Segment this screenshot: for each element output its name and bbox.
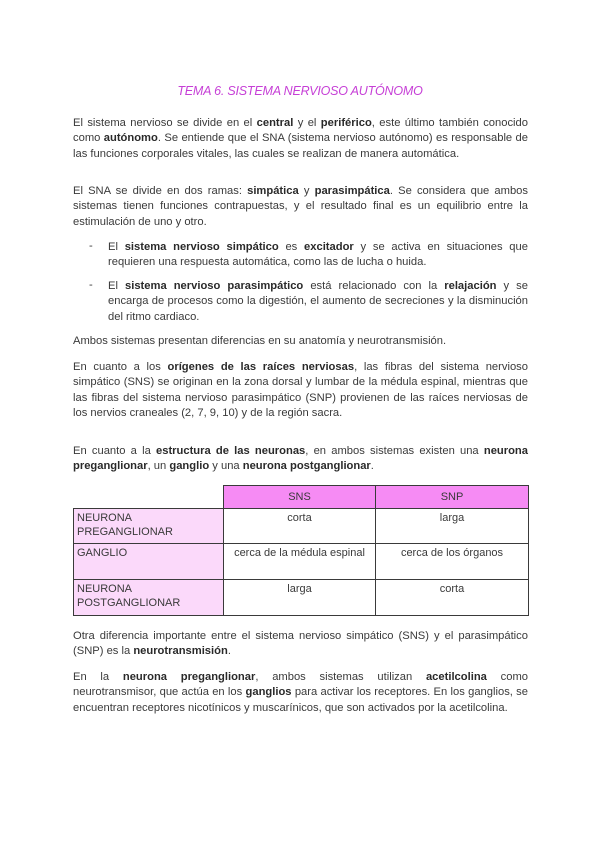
table-row-label: GANGLIO [74,544,224,580]
table-header-row [74,486,529,509]
table-cell-sns: cerca de la médula espinal [224,544,376,580]
table-row-label: NEURONA POSTGANGLIONAR [74,580,224,616]
paragraph-acetylcholine: En la neurona preganglionar, ambos sistemas utilizan acetilcolina como neurotransmisor, que actúa en los ganglios para activar los receptores. En los ganglios, se encuentran receptores nicotínicos y muscarínicos, que son activados por la acetilcolina. [73,671,528,714]
table-row-label: NEURONA PREGANGLIONAR [74,509,224,544]
table-cell-snp: corta [376,580,529,616]
bullet-item-parasympathetic: El sistema nervioso parasimpático está relacionado con la relajación y se encarga de procesos como la digestión, el aumento de secreciones y la disminución del ritmo cardiaco. [108,280,528,323]
table-cell-snp: larga [376,509,529,544]
table-row [74,509,529,544]
bullet-dash: - [89,279,93,291]
paragraph-structure: En cuanto a la estructura de las neuronas, en ambos sistemas existen una neurona preganglionar, un ganglio y una neurona postganglionar. [73,445,528,473]
table-row [74,580,529,616]
bullet-item-sympathetic: El sistema nervioso simpático es excitador y se activa en situaciones que requieren una respuesta automática, como las de lucha o huida. [108,241,528,269]
table-header-snp: SNP [376,486,529,509]
paragraph-differences: Ambos sistemas presentan diferencias en su anatomía y neurotransmisión. [73,335,447,347]
table-header-sns: SNS [224,486,376,509]
paragraph-origins: En cuanto a los orígenes de las raíces nerviosas, las fibras del sistema nervioso simpático (SNS) se originan en la zona dorsal y lumbar de la médula espinal, mientras que las fibras del sistema nervioso parasimpático (SNP) provienen de las raíces nerviosas de los nervios craneales (2, 7, 9, 10) y de la región sacra. [73,361,528,420]
page-title: TEMA 6. SISTEMA NERVIOSO AUTÓNOMO [177,84,423,98]
table-row [74,544,529,580]
table-corner-cell [74,486,224,509]
paragraph-intro: El sistema nervioso se divide en el central y el periférico, este último también conocido como autónomo. Se entiende que el SNA (sistema nervioso autónomo) es responsable de las funciones corporales vitales, las cuales se realizan de manera automática. [73,117,529,160]
table-cell-sns: corta [224,509,376,544]
paragraph-neurotransmission: Otra diferencia importante entre el sistema nervioso simpático (SNS) y el parasimpático (SNP) es la neurotransmisión. [73,630,528,658]
bullet-dash: - [89,240,93,252]
paragraph-branches: El SNA se divide en dos ramas: simpática y parasimpática. Se considera que ambos sistemas tienen funciones contrapuestas, y el resultado final es un equilibrio entre la estimulación de uno y otro. [73,185,528,228]
comparison-table [73,485,529,616]
table-cell-snp: cerca de los órganos [376,544,529,580]
table-cell-sns: larga [224,580,376,616]
